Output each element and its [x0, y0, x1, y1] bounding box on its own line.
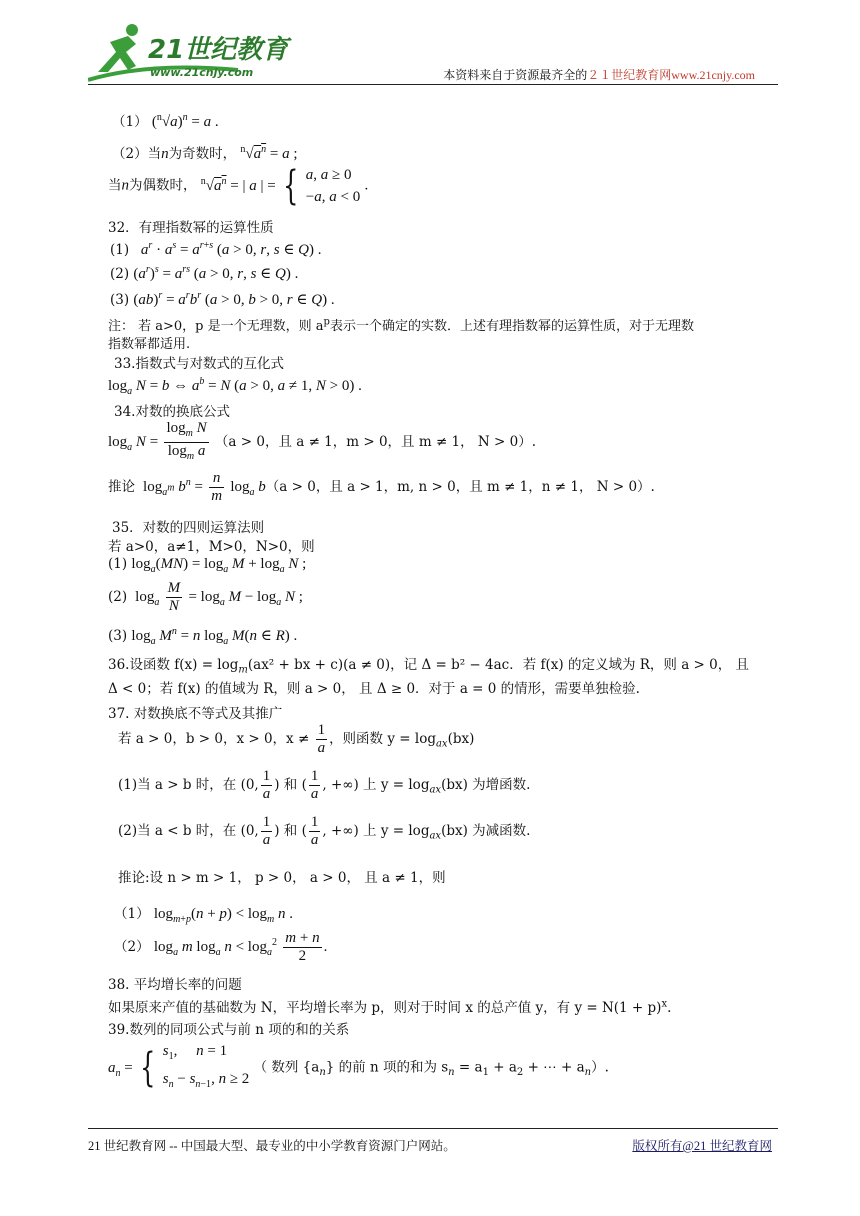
section-37-corollary-1: （1） $\log_{m+p}(n + p) < \log_m n$ .	[114, 906, 294, 925]
section-37-title: 37. 对数换底不等式及其推广	[108, 706, 283, 722]
rule-32-1: (1) $a^r \cdot a^s = a^{r+s}$ (a > 0, r, s ∈ Q) .	[110, 240, 322, 258]
section-35-title: 35．对数的四则运算法则	[112, 520, 265, 536]
exp-log-conversion: $\log_a N = b$ ⇔ $a^b = N$ (a > 0, a ≠ 1, N > 0) .	[108, 376, 362, 397]
footer-site-description: 21 世纪教育网 -- 中国最大型、最专业的中小学教育资源门户网站。	[88, 1139, 456, 1153]
section-36-line-1: 36.设函数 $f(x) = \log_m(ax^2$ + bx + c)(a ≠ 0)，记 Δ = b² − 4ac．若 f(x) 的定义域为 R，则 a > 0， 且	[108, 657, 750, 676]
section-37-corollary-2: （2） $\log_a m$ $\log_a n < \log_a^2$ $\frac{m + n}{2}$ .	[114, 930, 328, 964]
section-39-formula: $a_n$ = { $s_1$, n = 1 $s_n - s_{n-1}$, n ≥ 2 （ 数列 $\{a_n\}$ 的前 n 项的和为 $s_n = a_1 + a_2$ + ⋯ + $a_n$）.	[108, 1043, 609, 1091]
section-36-line-2: Δ < 0；若 f(x) 的值域为 R，则 a > 0， 且 Δ ≥ 0．对于 a = 0 的情形，需要单独检验.	[108, 681, 640, 697]
section-34-title: 34.对数的换底公式	[114, 404, 230, 420]
header-rule	[88, 84, 778, 85]
header-note: 本资料来自于资源最齐全的２１世纪教育网www.21cnjy.com	[443, 68, 755, 82]
footer-copyright-link[interactable]: 版权所有@21 世纪教育网	[632, 1139, 772, 1153]
logo-main-text: 21世纪教育	[148, 35, 289, 65]
section-37-increasing: (1)当 a > b 时，在 (0, $\frac{1}{a}$ ) 和 ( $\frac{1}{a}$ , +∞) 上 $y = \log_{ax}(bx)$ 为增函数.	[118, 768, 531, 802]
root-power-identity: （1） $(^n√a)^n = a$ .	[112, 112, 219, 130]
section-37-decreasing: (2)当 a < b 时，在 (0, $\frac{1}{a}$ ) 和 ( $\frac{1}{a}$ , +∞) 上 $y = \log_{ax}(bx)$ 为减函数.	[118, 814, 531, 848]
logo-sub-text: www.21cnjy.com	[150, 66, 254, 79]
section-38-title: 38. 平均增长率的问题	[108, 977, 242, 993]
log-quotient-rule: (2) $\log_a$ $\frac{M}{N}$ = $\log_a M - \log_a N$ ;	[108, 580, 303, 614]
rule-32-2: (2) $(a^r)^s = a^{rs}$ (a > 0, r, s ∈ Q) .	[110, 264, 299, 282]
irrational-exponent-note: 注： 若 a>0，p 是一个无理数，则 $a^p$表示一个确定的实数．上述有理指数幂的运算性质，对于无理数	[108, 316, 694, 334]
footer-rule	[88, 1128, 778, 1129]
section-37-condition: 若 a > 0，b > 0，x > 0，x ≠ $\frac{1}{a}$ ，则函数 $y = \log_{ax}(bx)$	[118, 722, 475, 756]
log-power-rule: (3) $\log_a M^n = n$ $\log_a M(n$ ∈ R) .	[108, 626, 298, 647]
log-product-rule: (1) $\log_a(MN) = \log_a M + \log_a N$ ;	[108, 556, 307, 575]
odd-root-identity: （2）当n为奇数时， $^n√a^n = a$ ;	[112, 144, 298, 162]
site-logo	[88, 22, 293, 84]
even-root-identity: 当n为偶数时， $^n√a^n$ = | a | = { a, a ≥ 0 −a, a < 0 .	[108, 163, 369, 209]
section-33-title: 33.指数式与对数式的互化式	[114, 356, 284, 372]
section-39-title: 39.数列的同项公式与前 n 项的和的关系	[108, 1022, 350, 1038]
section-35-condition: 若 a>0，a≠1，M>0，N>0，则	[108, 539, 315, 555]
rule-32-3: (3) $(ab)^r = a^rb^r$ (a > 0, b > 0, r ∈ Q) .	[110, 290, 335, 308]
section-32-title: 32．有理指数幂的运算性质	[108, 220, 274, 236]
section-37-corollary: 推论:设 n > m > 1， p > 0， a > 0， 且 a ≠ 1，则	[118, 870, 446, 886]
irrational-exponent-note-2: 指数幂都适用.	[108, 337, 191, 352]
change-of-base-corollary: 推论 $\log_{a^m} b^n$ = $\frac{n}{m}$ $\log_a b(a > 0$，且 a > 1，m, n > 0，且 m ≠ 1，n ≠ 1， N > 0）.	[108, 470, 655, 504]
section-38-text: 如果原来产值的基础数为 N，平均增长率为 p，则对于时间 x 的总产值 y，有 $y = N(1 + p)^x$.	[108, 998, 672, 1016]
change-of-base-formula: $\log_a N$ = $\frac{\log_m N}{\log_m a}$ （a > 0，且 a ≠ 1，m > 0，且 m ≠ 1， N > 0）.	[108, 420, 537, 462]
